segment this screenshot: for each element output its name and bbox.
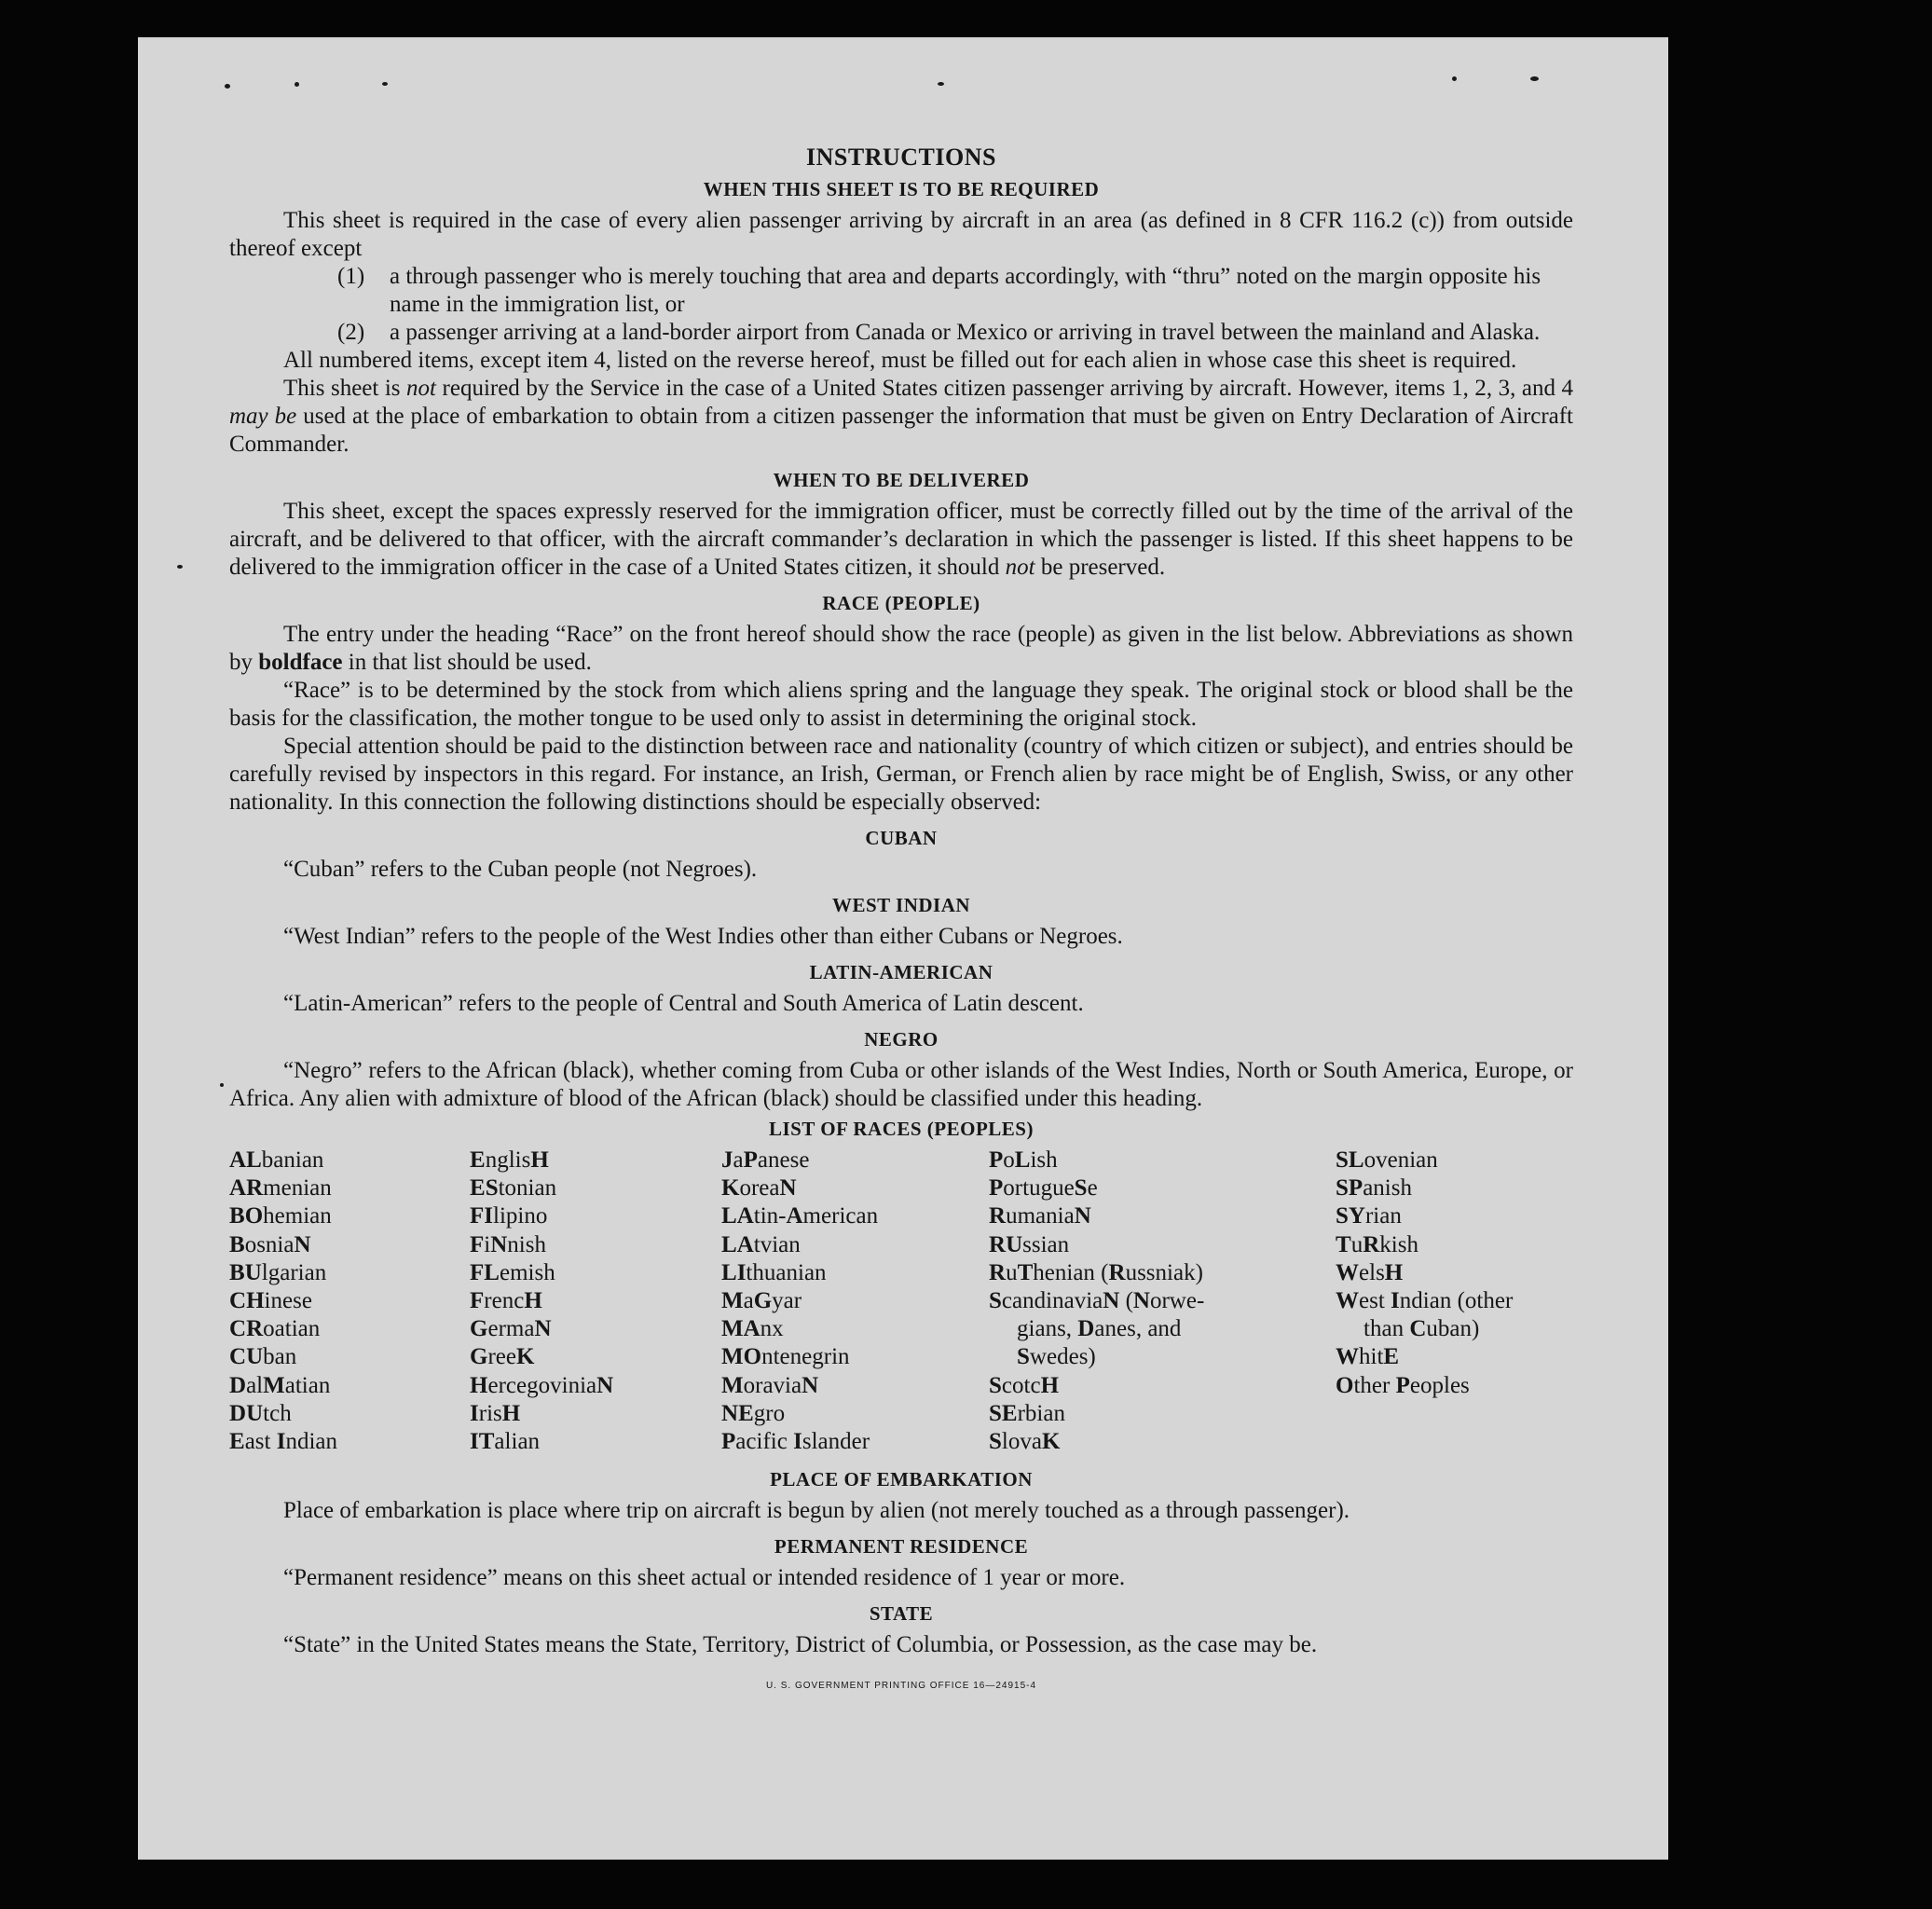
race-entry: CUban <box>229 1344 297 1370</box>
race-column <box>989 1147 1336 1456</box>
race-entry: GreeK <box>470 1344 535 1370</box>
speck <box>225 84 230 89</box>
document-page <box>138 37 1668 1860</box>
paragraph: “Race” is to be determined by the stock from which aliens spring and the language they speak. The original stock or blood shall be the basis for the classification, the mother tongue to be used only to assist in determining the original stock. <box>229 678 1573 731</box>
page-title: INSTRUCTIONS <box>806 144 996 171</box>
printer-footer: U. S. GOVERNMENT PRINTING OFFICE 16—24915-4 <box>765 1681 1037 1692</box>
race-entry: BOhemian <box>229 1203 332 1229</box>
race-entry: BUlgarian <box>229 1259 327 1285</box>
section-heading-negro: NEGRO <box>864 1028 939 1051</box>
race-entry: MAnx <box>721 1316 784 1342</box>
race-entry: DUtch <box>229 1400 292 1426</box>
race-entry: ARmenian <box>229 1175 332 1202</box>
list-item <box>337 319 1573 347</box>
race-column <box>470 1147 721 1456</box>
race-entry: Swedes) <box>1017 1344 1096 1370</box>
race-entry: FiNnish <box>470 1231 546 1257</box>
race-column <box>229 1147 470 1456</box>
race-entry: IrisH <box>470 1400 521 1426</box>
paragraph: This sheet is required in the case of every alien passenger arriving by aircraft in an area (as defined in 8 CFR 116.2 (c)) from outside thereof except <box>229 208 1573 261</box>
race-entry: East Indian <box>229 1429 338 1455</box>
race-entry: ScandinaviaN (Norwe- <box>989 1288 1205 1314</box>
race-entry: gians, Danes, and <box>1017 1316 1182 1342</box>
race-entry: JaPanese <box>721 1147 810 1173</box>
race-entry: RumaniaN <box>989 1203 1091 1229</box>
section-heading-race: RACE (PEOPLE) <box>822 592 980 614</box>
race-column <box>721 1147 989 1456</box>
section-heading-list-of-races: LIST OF RACES (PEOPLES) <box>769 1118 1034 1140</box>
race-entry: HercegoviniaN <box>470 1372 614 1398</box>
race-entry: SErbian <box>989 1400 1065 1426</box>
section-heading-cuban: CUBAN <box>865 827 938 849</box>
race-entry: SlovaK <box>989 1429 1061 1455</box>
race-list <box>229 1147 1573 1456</box>
race-entry: FIlipino <box>470 1203 548 1229</box>
race-entry: RUssian <box>989 1231 1070 1257</box>
speck <box>220 1083 224 1087</box>
list-item <box>337 263 1573 319</box>
item-text: a through passenger who is merely touching that area and departs accordingly, with “thru” noted on the margin opposite his name in the immigration list, or <box>390 264 1541 317</box>
speck <box>295 82 299 87</box>
race-entry: BosniaN <box>229 1231 311 1257</box>
race-entry: CHinese <box>229 1288 312 1314</box>
race-entry: RuThenian (Russniak) <box>989 1259 1203 1285</box>
race-entry: SPanish <box>1336 1175 1412 1202</box>
race-entry: DalMatian <box>229 1372 331 1398</box>
paragraph: This sheet, except the spaces expressly reserved for the immigration officer, must be correctly filled out by the time of the arrival of the aircraft, and be delivered to that officer, with the aircraft commander’s declaration in which the passenger is listed. If this sheet happens to be delivered to the immigration officer in the case of a United States citizen, it should not be preserved. <box>229 499 1573 580</box>
race-entry: EStonian <box>470 1175 557 1202</box>
section-heading-state: STATE <box>869 1602 934 1626</box>
race-entry: CRoatian <box>229 1316 321 1342</box>
section-heading-residence: PERMANENT RESIDENCE <box>774 1535 1029 1559</box>
race-entry: SYrian <box>1336 1203 1402 1229</box>
race-entry: West Indian (other <box>1336 1288 1514 1314</box>
race-entry: PoLish <box>989 1147 1058 1173</box>
paragraph: The entry under the heading “Race” on the front hereof should show the race (people) as given in the list below. Abbreviations as shown by boldface in that list should be used. <box>229 622 1573 675</box>
race-entry: Other Peoples <box>1336 1372 1470 1398</box>
paragraph: All numbered items, except item 4, listed on the reverse hereof, must be filled out for each alien in whose case this sheet is required. <box>283 348 1517 373</box>
paragraph: Special attention should be paid to the distinction between race and nationality (country of which citizen or subject), and entries should be carefully revised by inspectors in this regard. For instance, an Irish, German, or French alien by race might be of English, Swiss, or any other nationality. In this connection the following distinctions should be especially observed: <box>229 734 1573 815</box>
section-heading-latin-american: LATIN-AMERICAN <box>809 961 993 983</box>
section-heading-west-indian: WEST INDIAN <box>831 894 971 916</box>
race-entry: Pacific Islander <box>721 1429 870 1455</box>
race-entry: ALbanian <box>229 1147 324 1173</box>
race-entry: FLemish <box>470 1259 555 1285</box>
race-entry: ITalian <box>470 1429 541 1455</box>
race-entry: LAtin-American <box>721 1203 879 1229</box>
race-entry: KoreaN <box>721 1175 797 1202</box>
race-entry: FrencH <box>470 1288 542 1314</box>
speck <box>1452 76 1457 81</box>
speck <box>382 82 388 86</box>
race-entry: ScotcH <box>989 1372 1060 1398</box>
race-entry: than Cuban) <box>1363 1316 1480 1342</box>
race-entry: LAtvian <box>721 1231 801 1257</box>
race-entry: WelsH <box>1336 1259 1404 1285</box>
paragraph: This sheet is not required by the Service in the case of a United States citizen passenger arriving by aircraft. However, items 1, 2, 3, and 4 may be used at the place of embarkation to obtain from a citizen passenger the information that must be given on Entry Declaration of Aircraft Commander. <box>229 376 1574 457</box>
race-entry: NEgro <box>721 1400 786 1426</box>
paragraph: Place of embarkation is place where trip on aircraft is begun by alien (not merely touched as a through passenger). <box>283 1498 1350 1524</box>
section-heading-embarkation: PLACE OF EMBARKATION <box>770 1468 1033 1491</box>
paragraph: “Cuban” refers to the Cuban people (not Negroes). <box>283 857 758 882</box>
race-column <box>1336 1147 1573 1456</box>
paragraph: “Permanent residence” means on this sheet actual or intended residence of 1 year or more. <box>283 1565 1126 1591</box>
race-entry: WhitE <box>1336 1344 1400 1370</box>
section-heading-when-delivered: WHEN TO BE DELIVERED <box>773 469 1030 491</box>
speck <box>1530 76 1539 81</box>
speck <box>177 565 183 569</box>
race-entry: MOntenegrin <box>721 1344 850 1370</box>
section-heading-when-required: WHEN THIS SHEET IS TO BE REQUIRED <box>703 178 1100 200</box>
paragraph: “State” in the United States means the State, Territory, District of Columbia, or Possession, as the case may be. <box>283 1632 1318 1658</box>
race-entry: SLovenian <box>1336 1147 1438 1173</box>
item-number: (1) <box>337 264 365 289</box>
paragraph: “West Indian” refers to the people of the West Indies other than either Cubans or Negroes. <box>283 924 1123 949</box>
race-entry: PortugueSe <box>989 1175 1098 1202</box>
document-body <box>229 106 1573 1700</box>
paragraph: “Latin-American” refers to the people of Central and South America of Latin descent. <box>283 991 1084 1016</box>
race-entry: MaGyar <box>721 1288 802 1314</box>
race-entry: TuRkish <box>1336 1231 1418 1257</box>
race-entry: LIthuanian <box>721 1259 827 1285</box>
paragraph: “Negro” refers to the African (black), whether coming from Cuba or other islands of the West Indies, North or South America, Europe, or Africa. Any alien with admixture of blood of the African (black) should be classified under this heading. <box>229 1058 1573 1111</box>
race-entry: MoraviaN <box>721 1372 819 1398</box>
speck <box>938 82 944 86</box>
race-entry: EnglisH <box>470 1147 549 1173</box>
item-text: a passenger arriving at a land-border airport from Canada or Mexico or arriving in travel between the mainland and Alaska. <box>390 320 1541 345</box>
race-entry: GermaN <box>470 1316 552 1342</box>
item-number: (2) <box>337 320 365 345</box>
